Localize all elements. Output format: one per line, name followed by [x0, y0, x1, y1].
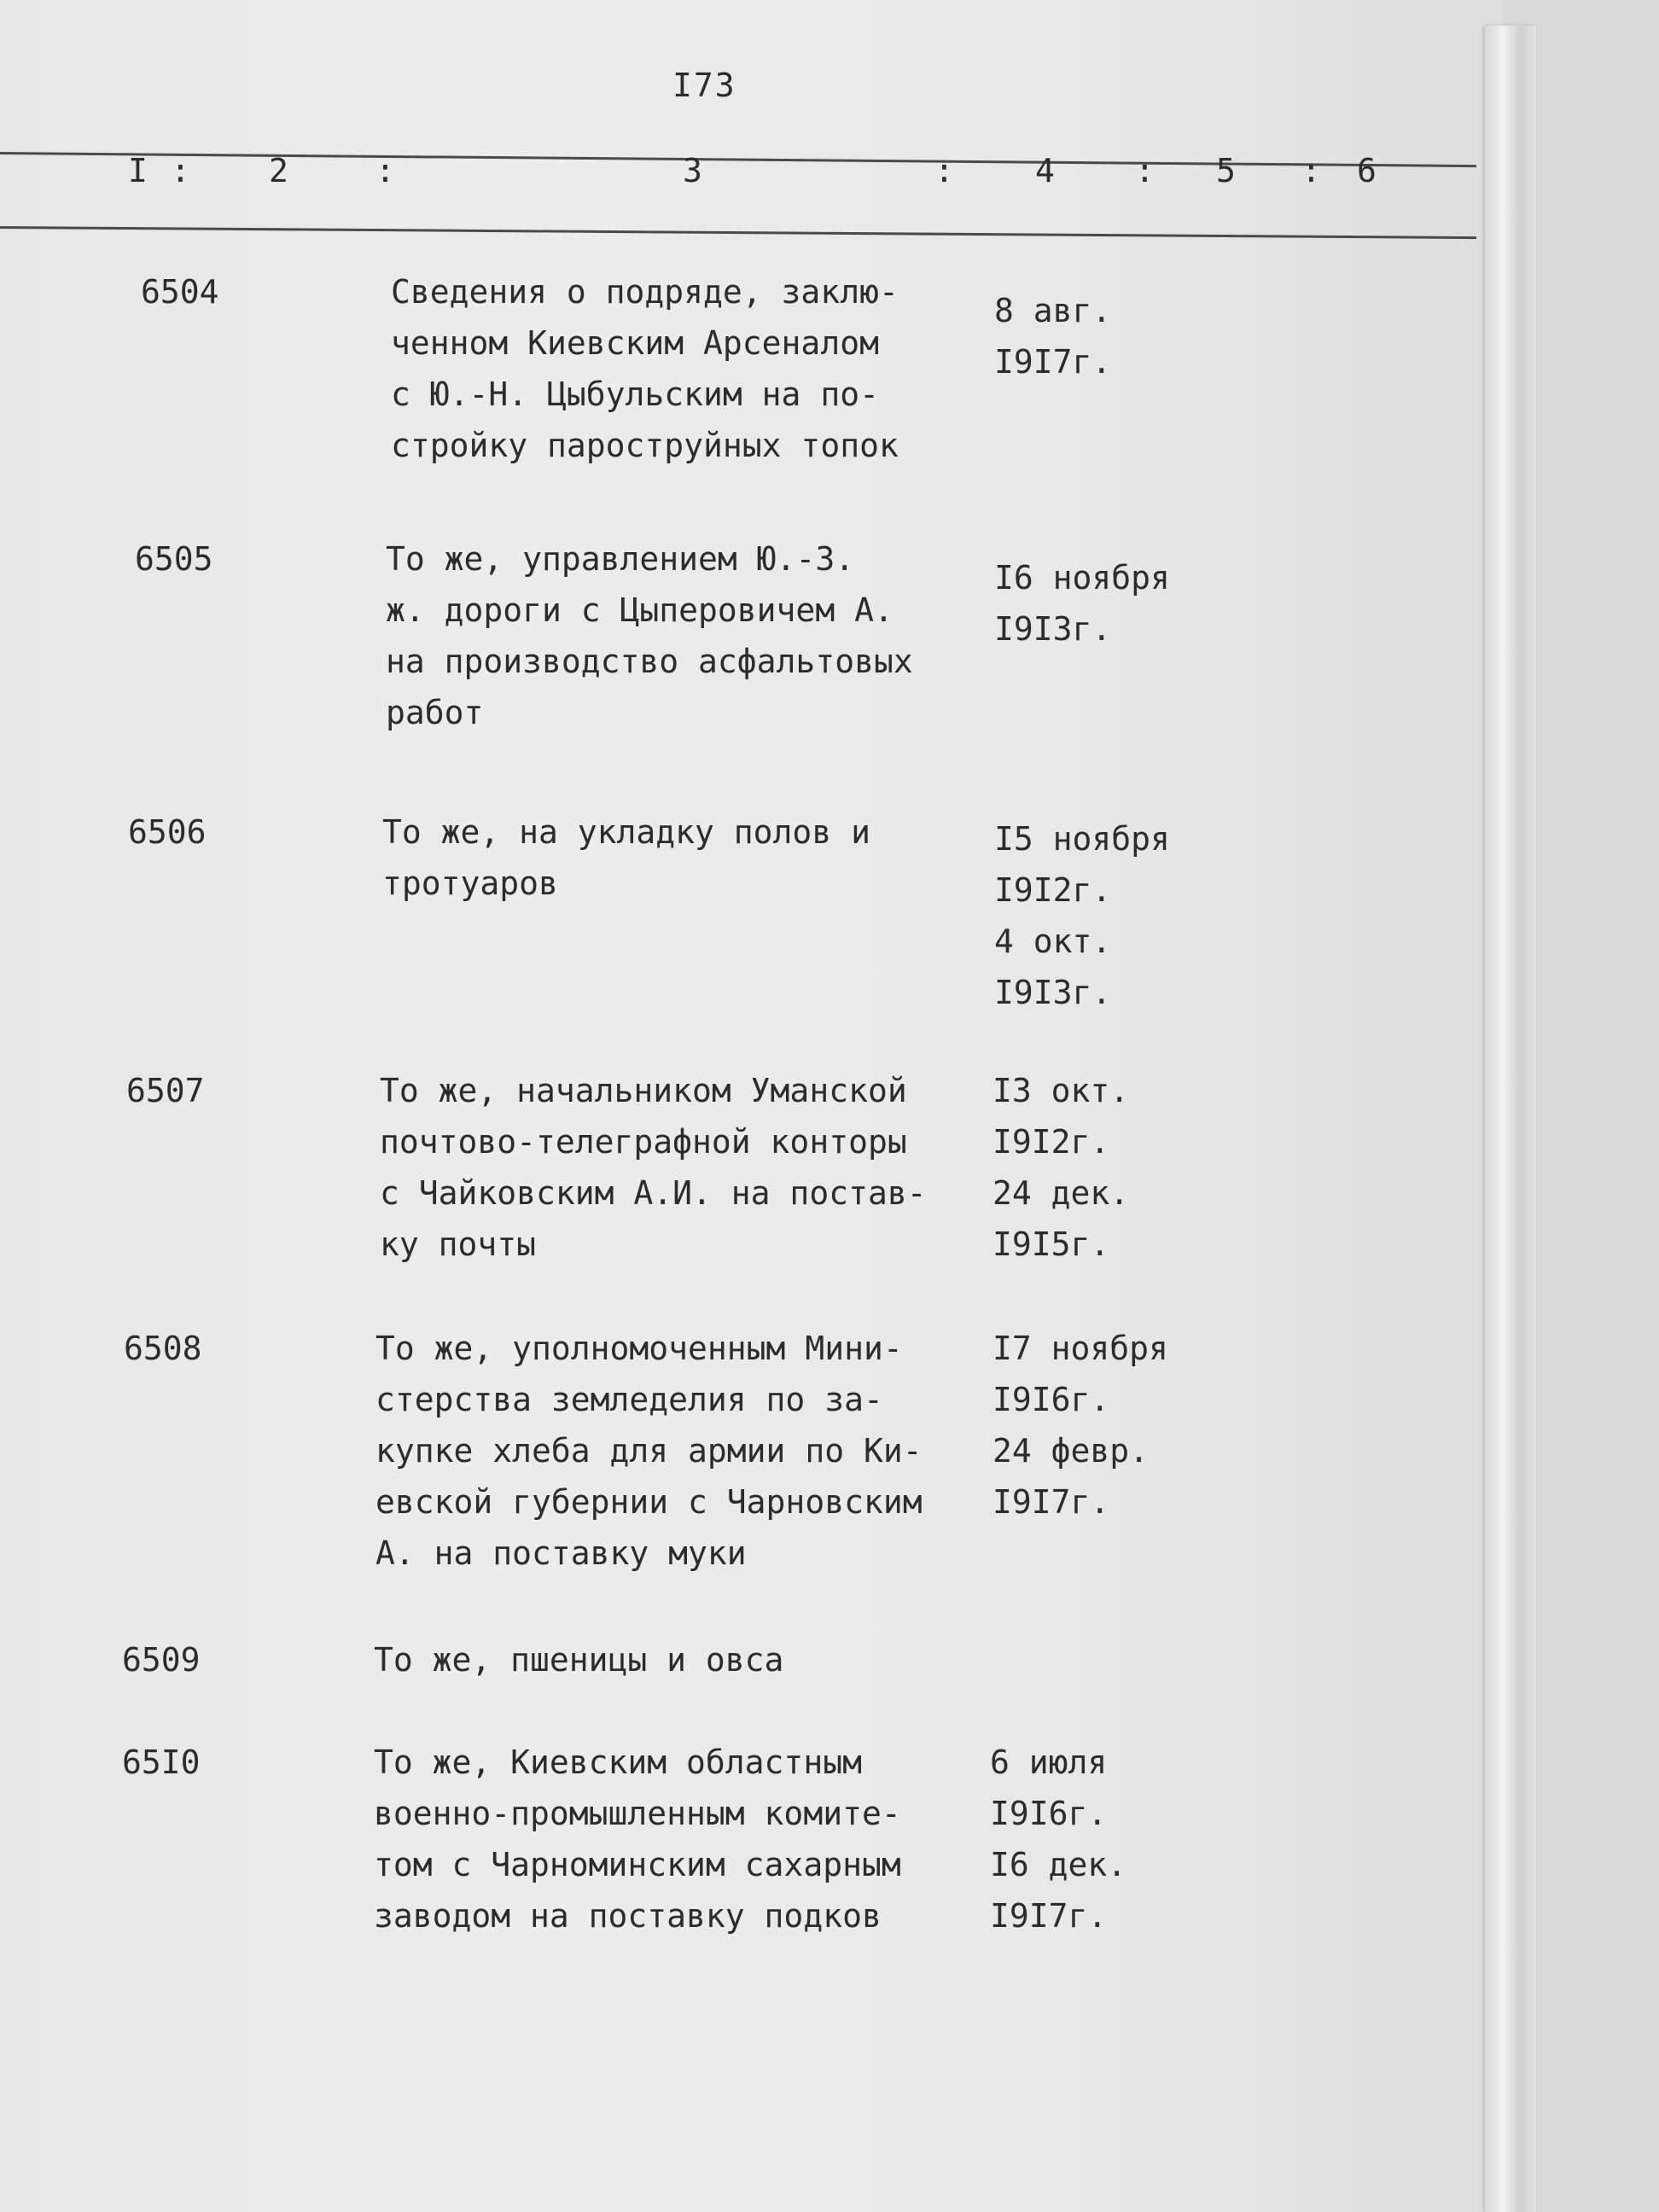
page-stack-edge: [1485, 26, 1536, 2212]
entry-title: То же, на укладку полов и тротуаров: [382, 813, 870, 902]
column-header-3: 3: [683, 152, 702, 189]
entry-number: 6508: [124, 1330, 202, 1367]
entry-title: То же, пшеницы и овса: [374, 1641, 784, 1679]
entry-title: То же, управлением Ю.-З. ж. дороги с Цыперовичем А. на производство асфальтовых работ: [386, 540, 913, 731]
entry-dates: 6 июля I9I6г. I6 дек. I9I7г.: [990, 1743, 1127, 1935]
column-header-separator: :: [1135, 152, 1155, 189]
column-header-4: 4: [1035, 152, 1055, 189]
entry-dates: 8 авг. I9I7г.: [994, 292, 1112, 381]
entry-dates: I3 окт. I9I2г. 24 дек. I9I5г.: [992, 1072, 1130, 1263]
column-header-5: 5: [1216, 152, 1236, 189]
entry-title: То же, начальником Уманской почтово-телеграфной конторы с Чайковским А.И. на постав- ку почты: [380, 1072, 927, 1263]
column-header-separator: :: [1301, 152, 1321, 189]
column-header-separator: :: [375, 152, 395, 189]
entry-dates: I6 ноября I9I3г.: [994, 559, 1170, 648]
column-header-separator: :: [934, 152, 954, 189]
column-header-6: 6: [1357, 152, 1377, 189]
entry-number: 6504: [141, 273, 219, 311]
entry-title: Сведения о подряде, заклю- ченном Киевским Арсеналом с Ю.-Н. Цыбульским на по- стройку пароструйных топок: [391, 273, 899, 464]
entry-dates: I7 ноября I9I6г. 24 февр. I9I7г.: [992, 1330, 1168, 1521]
entry-title: То же, Киевским областным военно-промышленным комите- том с Чарноминским сахарным заводом на поставку подков: [374, 1743, 901, 1935]
entry-title: То же, уполномоченным Мини- стерства земледелия по за- купке хлеба для армии по Ки- евской губернии с Чарновским А. на поставку муки: [375, 1330, 923, 1572]
entry-number: 6506: [128, 813, 207, 851]
entry-number: 6507: [126, 1072, 205, 1109]
entry-number: 6505: [135, 540, 213, 578]
column-header-separator: :: [171, 152, 190, 189]
column-header-2: 2: [269, 152, 288, 189]
page-number: I73: [672, 67, 736, 104]
entry-dates: I5 ноября I9I2г. 4 окт. I9I3г.: [994, 820, 1170, 1011]
entry-number: 65I0: [122, 1743, 201, 1781]
column-header-1: I: [128, 152, 148, 189]
entry-number: 6509: [122, 1641, 201, 1679]
